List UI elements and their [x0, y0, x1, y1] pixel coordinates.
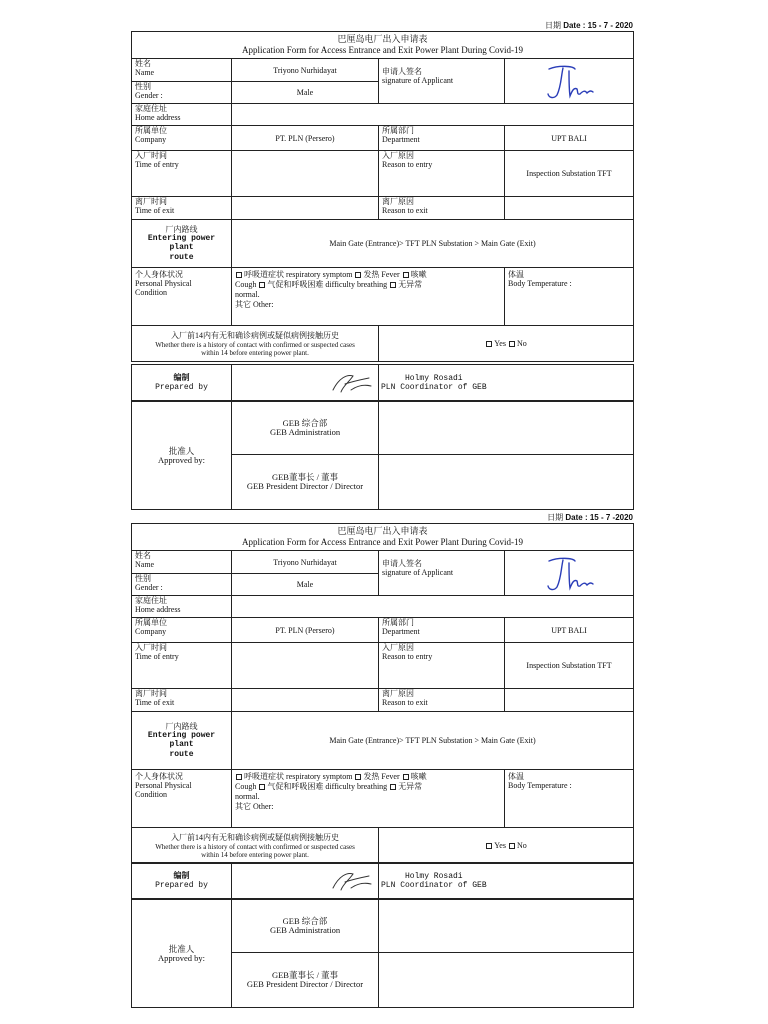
home-address-value — [232, 596, 634, 618]
prepared-label-zh: 编制 — [173, 373, 190, 383]
reason-to-entry-value: Inspection Substation TFT — [505, 151, 634, 197]
name-label-zh: 姓名 — [135, 59, 151, 68]
name-value: Triyono Nurhidayat — [232, 59, 379, 82]
company-label-en: Company — [135, 135, 167, 144]
applicant-signature-cell — [505, 551, 634, 596]
prepared-name: Holmy Rosadi — [405, 373, 463, 383]
department-value: UPT BALI — [505, 126, 634, 151]
name-label-en: Name — [135, 560, 155, 569]
yes-option: Yes — [494, 339, 506, 348]
prepared-label-zh: 编制 — [173, 871, 190, 881]
temperature-label-zh: 体温 — [508, 772, 524, 781]
name-label — [132, 551, 232, 574]
normal-option-zh: 无异常 — [398, 782, 423, 791]
reason-to-exit-value — [505, 197, 634, 220]
contact-label-en-1: Whether there is a history of contact with confirmed or suspected cases — [155, 340, 355, 349]
date-value: Date : 15 - 7 - 2020 — [563, 21, 633, 30]
contact-history-answer — [379, 828, 634, 864]
geb-administration-signature — [379, 900, 634, 953]
prepared-signature-image — [329, 368, 375, 398]
applicant-signature-image — [539, 63, 599, 103]
breathing-option: 气促和呼吸困难 difficulty breathing — [267, 782, 388, 791]
gender-label — [132, 574, 232, 596]
reason-to-entry-label — [379, 151, 505, 197]
respiratory-checkbox[interactable] — [236, 774, 242, 780]
gender-value: Male — [232, 82, 379, 104]
department-label-en: Department — [382, 135, 420, 144]
route-label-en-2: route — [169, 750, 194, 759]
applicant-signature-label — [379, 551, 505, 596]
home-address-value — [232, 104, 634, 126]
fever-option: 发热 Fever — [363, 772, 400, 781]
contact-history-answer — [379, 326, 634, 362]
gender-label-en: Gender : — [135, 91, 163, 100]
physical-label-en-1: Personal Physical — [135, 781, 192, 790]
temperature-label-zh: 体温 — [508, 270, 524, 279]
time-of-entry-label — [132, 643, 232, 689]
form-title-zh: 巴厘岛电厂出入申请表 — [337, 34, 428, 44]
applicant-signature-image — [539, 555, 599, 595]
temperature-label-en: Body Temperature : — [508, 781, 572, 790]
home-address-label — [132, 596, 232, 618]
route-label-zh: 厂内路线 — [165, 225, 198, 234]
gender-label-zh: 性别 — [135, 82, 151, 91]
yes-checkbox[interactable] — [486, 843, 492, 849]
prepared-by-name — [379, 365, 634, 401]
breathing-checkbox[interactable] — [259, 784, 265, 790]
name-value: Triyono Nurhidayat — [232, 551, 379, 574]
yes-checkbox[interactable] — [486, 341, 492, 347]
applicant-signature-label-zh: 申请人签名 — [382, 67, 422, 76]
physical-condition-label — [132, 770, 232, 828]
company-label-zh: 所属单位 — [135, 618, 167, 627]
approved-label-zh: 批准人 — [168, 943, 195, 954]
time-of-entry-value — [232, 643, 379, 689]
breathing-option: 气促和呼吸困难 difficulty breathing — [267, 280, 388, 289]
admin-zh: GEB 综合部 — [282, 418, 328, 428]
prepared-signature-cell — [232, 863, 379, 899]
cough-option-en: Cough — [235, 782, 257, 791]
time-of-exit-label — [132, 689, 232, 712]
department-label — [379, 126, 505, 151]
date-line — [547, 512, 633, 523]
approved-label-en: Approved by: — [158, 454, 205, 465]
approved-by-label — [132, 900, 232, 1008]
no-option: No — [516, 841, 527, 850]
normal-checkbox[interactable] — [390, 784, 396, 790]
respiratory-checkbox[interactable] — [236, 272, 242, 278]
director-en: GEB President Director / Director — [246, 481, 364, 491]
admin-en: GEB Administration — [269, 427, 341, 437]
prepared-role: PLN Coordinator of GEB — [381, 382, 487, 392]
physical-condition-options — [232, 268, 505, 326]
physical-label-en-1: Personal Physical — [135, 279, 192, 288]
prepared-label-en: Prepared by — [155, 382, 208, 392]
reason-exit-label-zh: 离厂原因 — [382, 689, 414, 698]
department-label-zh: 所属部门 — [382, 618, 414, 627]
director-zh: GEB董事长 / 董事 — [271, 970, 339, 980]
yes-option: Yes — [494, 841, 506, 850]
department-value: UPT BALI — [505, 618, 634, 643]
company-label — [132, 618, 232, 643]
date-label-zh: 日期 — [547, 513, 564, 522]
exit-label-zh: 离厂时间 — [135, 197, 167, 206]
entry-label-en: Time of entry — [135, 160, 179, 169]
contact-label-en-1: Whether there is a history of contact with confirmed or suspected cases — [155, 842, 355, 851]
reason-to-exit-label — [379, 197, 505, 220]
time-of-exit-value — [232, 689, 379, 712]
gender-label — [132, 82, 232, 104]
department-label-en: Department — [382, 627, 420, 636]
approved-by-table — [131, 899, 634, 1008]
other-option: 其它 Other: — [235, 802, 274, 811]
prepared-by-table — [131, 862, 634, 899]
fever-option: 发热 Fever — [363, 270, 400, 279]
route-label-en-2: route — [169, 253, 194, 262]
entry-label-zh: 入厂时间 — [135, 643, 167, 652]
physical-label-en-2: Condition — [135, 790, 168, 799]
time-of-exit-value — [232, 197, 379, 220]
applicant-signature-label — [379, 59, 505, 104]
reason-to-entry-value: Inspection Substation TFT — [505, 643, 634, 689]
other-option: 其它 Other: — [235, 300, 274, 309]
company-label — [132, 126, 232, 151]
approved-by-label — [132, 402, 232, 510]
geb-director-signature — [379, 953, 634, 1008]
home-label-zh: 家庭住址 — [135, 596, 167, 605]
reason-to-entry-label — [379, 643, 505, 689]
fever-checkbox[interactable] — [355, 774, 361, 780]
no-checkbox[interactable] — [509, 843, 515, 849]
geb-director-signature — [379, 455, 634, 510]
contact-label-zh: 入厂前14内有无和确诊病例或疑似病例接触历史 — [171, 330, 339, 340]
prepared-name: Holmy Rosadi — [405, 871, 463, 881]
reason-exit-label-en: Reason to exit — [382, 698, 428, 707]
prepared-signature-cell — [232, 365, 379, 401]
name-label-zh: 姓名 — [135, 551, 151, 560]
reason-entry-label-en: Reason to entry — [382, 160, 433, 169]
applicant-signature-cell — [505, 59, 634, 104]
gender-value: Male — [232, 574, 379, 596]
route-value: Main Gate (Entrance)> TFT PLN Substation > Main Gate (Exit) — [232, 220, 634, 268]
normal-option-en: normal. — [235, 290, 260, 299]
admin-zh: GEB 综合部 — [282, 916, 328, 926]
contact-history-label — [132, 828, 379, 864]
normal-option-zh: 无异常 — [398, 280, 423, 289]
cough-checkbox[interactable] — [403, 774, 409, 780]
exit-label-en: Time of exit — [135, 698, 175, 707]
time-of-entry-label — [132, 151, 232, 197]
form-2 — [131, 512, 633, 1012]
prepared-role: PLN Coordinator of GEB — [381, 880, 487, 890]
applicant-signature-label-en: signature of Applicant — [382, 568, 454, 577]
geb-administration-signature — [379, 402, 634, 455]
reason-to-exit-value — [505, 689, 634, 712]
application-table — [131, 523, 634, 864]
form-title — [132, 32, 634, 59]
department-label — [379, 618, 505, 643]
normal-checkbox[interactable] — [390, 282, 396, 288]
physical-condition-options — [232, 770, 505, 828]
cough-option-zh: 咳嗽 — [410, 270, 427, 279]
time-of-entry-value — [232, 151, 379, 197]
prepared-by-label — [132, 863, 232, 899]
approved-label-en: Approved by: — [158, 952, 205, 963]
no-option: No — [516, 339, 527, 348]
prepared-by-name — [379, 863, 634, 899]
director-zh: GEB董事长 / 董事 — [271, 472, 339, 482]
name-label — [132, 59, 232, 82]
home-label-zh: 家庭住址 — [135, 104, 167, 113]
contact-history-label — [132, 326, 379, 362]
temperature-label-en: Body Temperature : — [508, 279, 572, 288]
time-of-exit-label — [132, 197, 232, 220]
body-temperature-label — [505, 770, 634, 828]
reason-entry-label-en: Reason to entry — [382, 652, 433, 661]
form-title-en: Application Form for Access Entrance and Exit Power Plant During Covid-19 — [242, 45, 523, 55]
form-1 — [131, 20, 633, 510]
gender-label-zh: 性别 — [135, 574, 151, 583]
form-title-zh: 巴厘岛电厂出入申请表 — [337, 526, 428, 536]
breathing-checkbox[interactable] — [259, 282, 265, 288]
cough-option-zh: 咳嗽 — [410, 772, 427, 781]
contact-label-en-2: within 14 before entering power plant. — [201, 348, 309, 357]
department-label-zh: 所属部门 — [382, 126, 414, 135]
home-label-en: Home address — [135, 113, 181, 122]
reason-exit-label-zh: 离厂原因 — [382, 197, 414, 206]
route-label-en-1: Entering power plant — [147, 731, 216, 749]
physical-condition-label — [132, 268, 232, 326]
applicant-signature-label-zh: 申请人签名 — [382, 559, 422, 568]
application-table — [131, 31, 634, 362]
date-value: Date : 15 - 7 -2020 — [565, 513, 633, 522]
company-value: PT. PLN (Persero) — [232, 126, 379, 151]
form-title — [132, 524, 634, 551]
director-en: GEB President Director / Director — [246, 979, 364, 989]
prepared-signature-image — [329, 866, 375, 896]
prepared-by-label — [132, 365, 232, 401]
company-label-zh: 所属单位 — [135, 126, 167, 135]
reason-to-exit-label — [379, 689, 505, 712]
exit-label-en: Time of exit — [135, 206, 175, 215]
contact-label-zh: 入厂前14内有无和确诊病例或疑似病例接触历史 — [171, 832, 339, 842]
geb-director — [232, 455, 379, 510]
physical-label-en-2: Condition — [135, 288, 168, 297]
form-title-en: Application Form for Access Entrance and Exit Power Plant During Covid-19 — [242, 537, 523, 547]
route-label-zh: 厂内路线 — [165, 722, 198, 731]
contact-label-en-2: within 14 before entering power plant. — [201, 850, 309, 859]
exit-label-zh: 离厂时间 — [135, 689, 167, 698]
reason-entry-label-zh: 入厂原因 — [382, 643, 414, 652]
company-value: PT. PLN (Persero) — [232, 618, 379, 643]
prepared-by-table — [131, 364, 634, 401]
reason-exit-label-en: Reason to exit — [382, 206, 428, 215]
home-label-en: Home address — [135, 605, 181, 614]
route-label — [132, 712, 232, 770]
route-label-en-1: Entering power plant — [147, 234, 216, 252]
reason-entry-label-zh: 入厂原因 — [382, 151, 414, 160]
physical-label-zh: 个人身体状况 — [135, 270, 183, 279]
respiratory-option: 呼吸道症状 respiratory symptom — [244, 772, 353, 781]
geb-administration — [232, 900, 379, 953]
body-temperature-label — [505, 268, 634, 326]
cough-checkbox[interactable] — [403, 272, 409, 278]
route-label — [132, 220, 232, 268]
geb-administration — [232, 402, 379, 455]
admin-en: GEB Administration — [269, 925, 341, 935]
approved-by-table — [131, 401, 634, 510]
entry-label-en: Time of entry — [135, 652, 179, 661]
applicant-signature-label-en: signature of Applicant — [382, 76, 454, 85]
gender-label-en: Gender : — [135, 583, 163, 592]
company-label-en: Company — [135, 627, 167, 636]
home-address-label — [132, 104, 232, 126]
entry-label-zh: 入厂时间 — [135, 151, 167, 160]
route-value: Main Gate (Entrance)> TFT PLN Substation > Main Gate (Exit) — [232, 712, 634, 770]
geb-director — [232, 953, 379, 1008]
prepared-label-en: Prepared by — [155, 880, 208, 890]
cough-option-en: Cough — [235, 280, 257, 289]
date-label-zh: 日期 — [544, 21, 561, 30]
name-label-en: Name — [135, 68, 155, 77]
respiratory-option: 呼吸道症状 respiratory symptom — [244, 270, 353, 279]
normal-option-en: normal. — [235, 792, 260, 801]
physical-label-zh: 个人身体状况 — [135, 772, 183, 781]
approved-label-zh: 批准人 — [168, 445, 195, 456]
fever-checkbox[interactable] — [355, 272, 361, 278]
date-line — [545, 20, 633, 31]
no-checkbox[interactable] — [509, 341, 515, 347]
